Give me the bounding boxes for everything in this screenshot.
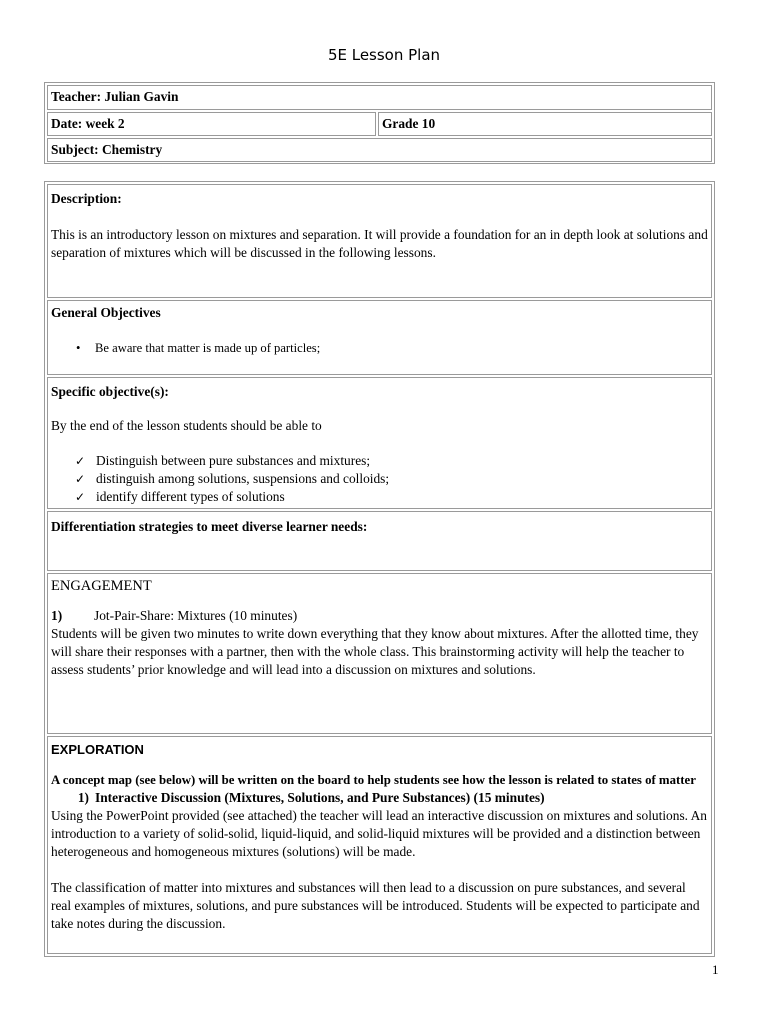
subject-cell	[47, 138, 712, 162]
date-label: Date: week 2	[51, 116, 125, 131]
engagement-cell	[47, 573, 712, 734]
subject-label: Subject: Chemistry	[51, 142, 163, 157]
page-title: 5E Lesson Plan	[327, 46, 441, 64]
teacher-label: Teacher: Julian Gavin	[51, 89, 179, 104]
page-number: 1	[712, 962, 719, 977]
specific-objectives-cell	[47, 377, 712, 509]
exploration-text-1: Using the PowerPoint provided (see attached) the teacher will lead an interactive discussion on mixtures and solutions. An introduction to a variety of solid-solid, liquid-liquid, and solid-liquid mixtures will be provided and a distinction between heterogeneous and homogeneous mixtures (solutions) will be made.	[51, 808, 707, 859]
exploration-text-2: The classification of matter into mixtures and substances will then lead to a discussion on pure substances, and several real examples of mixtures, solutions, and pure substances will be introduced. Students will be expected to participate and take notes during the discussion.	[51, 880, 700, 931]
grade-cell	[378, 112, 712, 136]
exploration-activity: Interactive Discussion (Mixtures, Solutions, and Pure Substances) (15 minutes)	[95, 790, 545, 805]
lesson-table	[44, 181, 715, 957]
differentiation-cell	[47, 511, 712, 571]
description-text: This is an introductory lesson on mixtures and separation. It will provide a foundation for an in depth look at solutions and separation of mixtures which will be discussed in the following lessons.	[51, 227, 708, 260]
list-item: ✓ distinguish among solutions, suspensions and colloids;	[51, 470, 708, 488]
list-item: • Be aware that matter is made up of particles;	[51, 339, 708, 357]
grade-label: Grade 10	[382, 116, 436, 131]
date-cell	[47, 112, 376, 136]
engagement-activity: Jot-Pair-Share: Mixtures (10 minutes)	[94, 608, 298, 623]
teacher-cell	[47, 85, 712, 110]
description-cell	[47, 184, 712, 298]
exploration-number: 1)	[77, 790, 89, 805]
general-objectives-heading: General Objectives	[51, 305, 161, 320]
engagement-text: Students will be given two minutes to write down everything that they know about mixtures. After the allotted time, they will share their responses with a partner, then with the whole class. This brainstorming activity will help the teacher to assess students’ prior knowledge and will lead into a discussion on mixtures and solutions.	[51, 626, 699, 677]
engagement-heading: ENGAGEMENT	[51, 578, 152, 594]
exploration-heading: EXPLORATION	[51, 742, 144, 757]
list-item: ✓ Distinguish between pure substances and mixtures;	[51, 452, 708, 470]
specific-objectives-heading: Specific objective(s):	[51, 384, 169, 399]
list-item: ✓ identify different types of solutions	[51, 488, 708, 506]
header-table	[44, 82, 715, 164]
exploration-cell	[47, 736, 712, 954]
differentiation-heading: Differentiation strategies to meet diverse learner needs:	[51, 519, 368, 534]
general-objectives-cell	[47, 300, 712, 375]
engagement-number: 1)	[51, 608, 63, 623]
description-heading: Description:	[51, 191, 122, 206]
specific-objectives-intro: By the end of the lesson students should be able to	[51, 418, 322, 433]
concept-map-note: A concept map (see below) will be written on the board to help students see how the lesson is related to states of matter	[51, 773, 696, 787]
